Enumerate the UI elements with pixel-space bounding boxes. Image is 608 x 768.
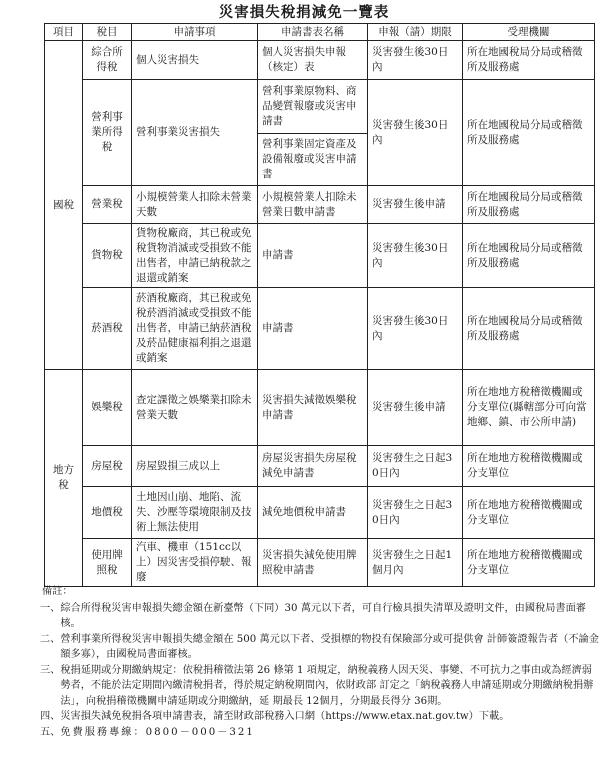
apply-item: 個人災害損失	[132, 41, 258, 80]
form-name: 房屋災害損失房屋稅減免申請書	[258, 446, 368, 487]
remarks-title: 備註：	[42, 586, 73, 597]
agency: 所在地國稅局分局或稽徵所及服務處	[463, 288, 595, 370]
table-row	[45, 446, 595, 487]
deadline: 災害發生之日起1個月內	[368, 539, 463, 587]
deadline: 災害發生後30日內	[368, 41, 463, 80]
deadline: 災害發生之日起30日內	[368, 487, 463, 539]
deadline: 災害發生後30日內	[368, 80, 463, 186]
form-name: 申請書	[258, 288, 368, 370]
page-title: 災害損失稅捐減免一覽表	[218, 4, 390, 21]
header-agency: 受理機關	[463, 24, 595, 41]
table-row	[45, 80, 595, 134]
table-row	[45, 370, 595, 446]
remark-text: 營利事業所得稅災害申報損失總金額在 500 萬元以下者、受損標的物投有保險部分或可提供會 計師簽證報告者（不論金額多寡），由國稅局書面審核。	[60, 633, 599, 660]
apply-item: 小規模營業人扣除未營業天數	[132, 186, 258, 224]
remark-item	[40, 632, 600, 663]
tax-name: 營業稅	[83, 186, 132, 224]
apply-item: 貨物稅廠商，其已稅或免稅貨物消滅或受損致不能出售者，申請已納稅款之退還或銷案	[132, 224, 258, 288]
apply-item: 菸酒稅廠商，其已稅或免稅菸酒消滅或受損致不能出售者，申請已納菸酒稅及菸品健康福利捐之退還或銷案	[132, 288, 258, 370]
table-row	[45, 288, 595, 370]
tax-name: 地價稅	[83, 487, 132, 539]
remarks-section	[40, 584, 600, 740]
deadline: 災害發生後30日內	[368, 288, 463, 370]
remark-item	[40, 601, 600, 632]
agency: 所在地地方稅稽徵機關或分支單位	[463, 539, 595, 587]
table-header-row	[45, 24, 595, 41]
apply-item: 汽車、機車（151cc以上）因災害受損停駛、報廢	[132, 539, 258, 587]
remark-text: 稅捐延期或分期繳納規定：依稅捐稽徵法第 26 條第 1 項規定，納稅義務人因天災、事變、不可抗力之事由或為經濟弱勢者，不能於法定期間內繳清稅捐者，得於規定納稅期間內，依財政部 訂定之「納稅義務人申請延期或分期繳納稅捐辦法」，向稅捐稽徵機關申請延期或分期繳納，延 期最長 12個月，分期最長得分 36期。	[60, 664, 594, 707]
agency: 所在地國稅局分局或稽徵所及服務處	[463, 41, 595, 80]
form-name: 災害損失減徵娛樂稅申請書	[258, 370, 368, 446]
remark-number: 二、	[40, 633, 61, 645]
remark-number: 三、	[40, 664, 61, 676]
remark-number: 五、	[40, 726, 61, 738]
table-row	[45, 487, 595, 539]
header-category: 項目	[45, 24, 83, 41]
form-name: 減免地價稅申請書	[258, 487, 368, 539]
tax-name: 使用牌照稅	[83, 539, 132, 587]
tax-name: 營利事業所得稅	[83, 80, 132, 186]
form-name: 營利事業固定資產及設備報廢或災害申請書	[258, 134, 368, 186]
table-row	[45, 539, 595, 587]
agency: 所在地地方稅稽徵機關或分支單位	[463, 487, 595, 539]
header-tax: 稅目	[83, 24, 132, 41]
remark-text: 綜合所得稅災害申報損失總金額在新臺幣（下同）30 萬元以下者，可自行檢具損失清單及證明文件，由國稅局書面審核。	[60, 602, 586, 629]
tax-name: 菸酒稅	[83, 288, 132, 370]
apply-item: 土地因山崩、地陷、流失、沙壓等環境限制及技術上無法使用	[132, 487, 258, 539]
header-deadline: 申報（請）期限	[368, 24, 463, 41]
agency: 所在地地方稅稽徵機關或分支單位	[463, 446, 595, 487]
agency: 所在地國稅局分局或稽徵所及服務處	[463, 186, 595, 224]
remark-number: 一、	[40, 602, 61, 614]
form-name: 申請書	[258, 224, 368, 288]
agency: 所在地國稅局分局或稽徵所及服務處	[463, 224, 595, 288]
header-forms: 申請書表名稱	[258, 24, 368, 41]
apply-item: 查定課徵之娛樂業扣除未營業天數	[132, 370, 258, 446]
apply-item: 房屋毀損三成以上	[132, 446, 258, 487]
deadline: 災害發生之日起30日內	[368, 446, 463, 487]
header-item: 申請事項	[132, 24, 258, 41]
category-national-tax: 國稅	[45, 41, 83, 370]
apply-item: 營利事業災害損失	[132, 80, 258, 186]
tax-name: 娛樂稅	[83, 370, 132, 446]
form-name: 小規模營業人扣除未營業日數申請書	[258, 186, 368, 224]
remark-text: 災害損失減免稅捐各項申請書表，請至財政部稅務入口網（https://www.etax.nat.gov.tw）下載。	[60, 711, 510, 722]
table-row	[45, 41, 595, 80]
form-name: 營利事業原物料、商品變質報廢或災害申請書	[258, 80, 368, 134]
deadline: 災害發生後申請	[368, 186, 463, 224]
form-name: 災害損失減免使用牌照稅申請書	[258, 539, 368, 587]
hotline-text: 免費服務專線：0800－000－321	[60, 726, 255, 738]
form-name: 個人災害損失申報（核定）表	[258, 41, 368, 80]
tax-name: 貨物稅	[83, 224, 132, 288]
tax-relief-table	[44, 23, 595, 587]
remark-item	[40, 663, 600, 710]
agency: 所在地國稅局分局或稽徵所及服務處	[463, 80, 595, 186]
deadline: 災害發生後30日內	[368, 224, 463, 288]
tax-name: 房屋稅	[83, 446, 132, 487]
tax-name: 綜合所得稅	[83, 41, 132, 80]
agency: 所在地地方稅稽徵機關或分支單位(縣轄部分可向當地鄉、鎮、市公所申請)	[463, 370, 595, 446]
category-local-tax: 地方稅	[45, 370, 83, 587]
remark-item	[40, 725, 600, 741]
remark-number: 四、	[40, 711, 61, 722]
remark-item	[40, 709, 600, 725]
table-row	[45, 224, 595, 288]
deadline: 災害發生後申請	[368, 370, 463, 446]
table-row	[45, 186, 595, 224]
